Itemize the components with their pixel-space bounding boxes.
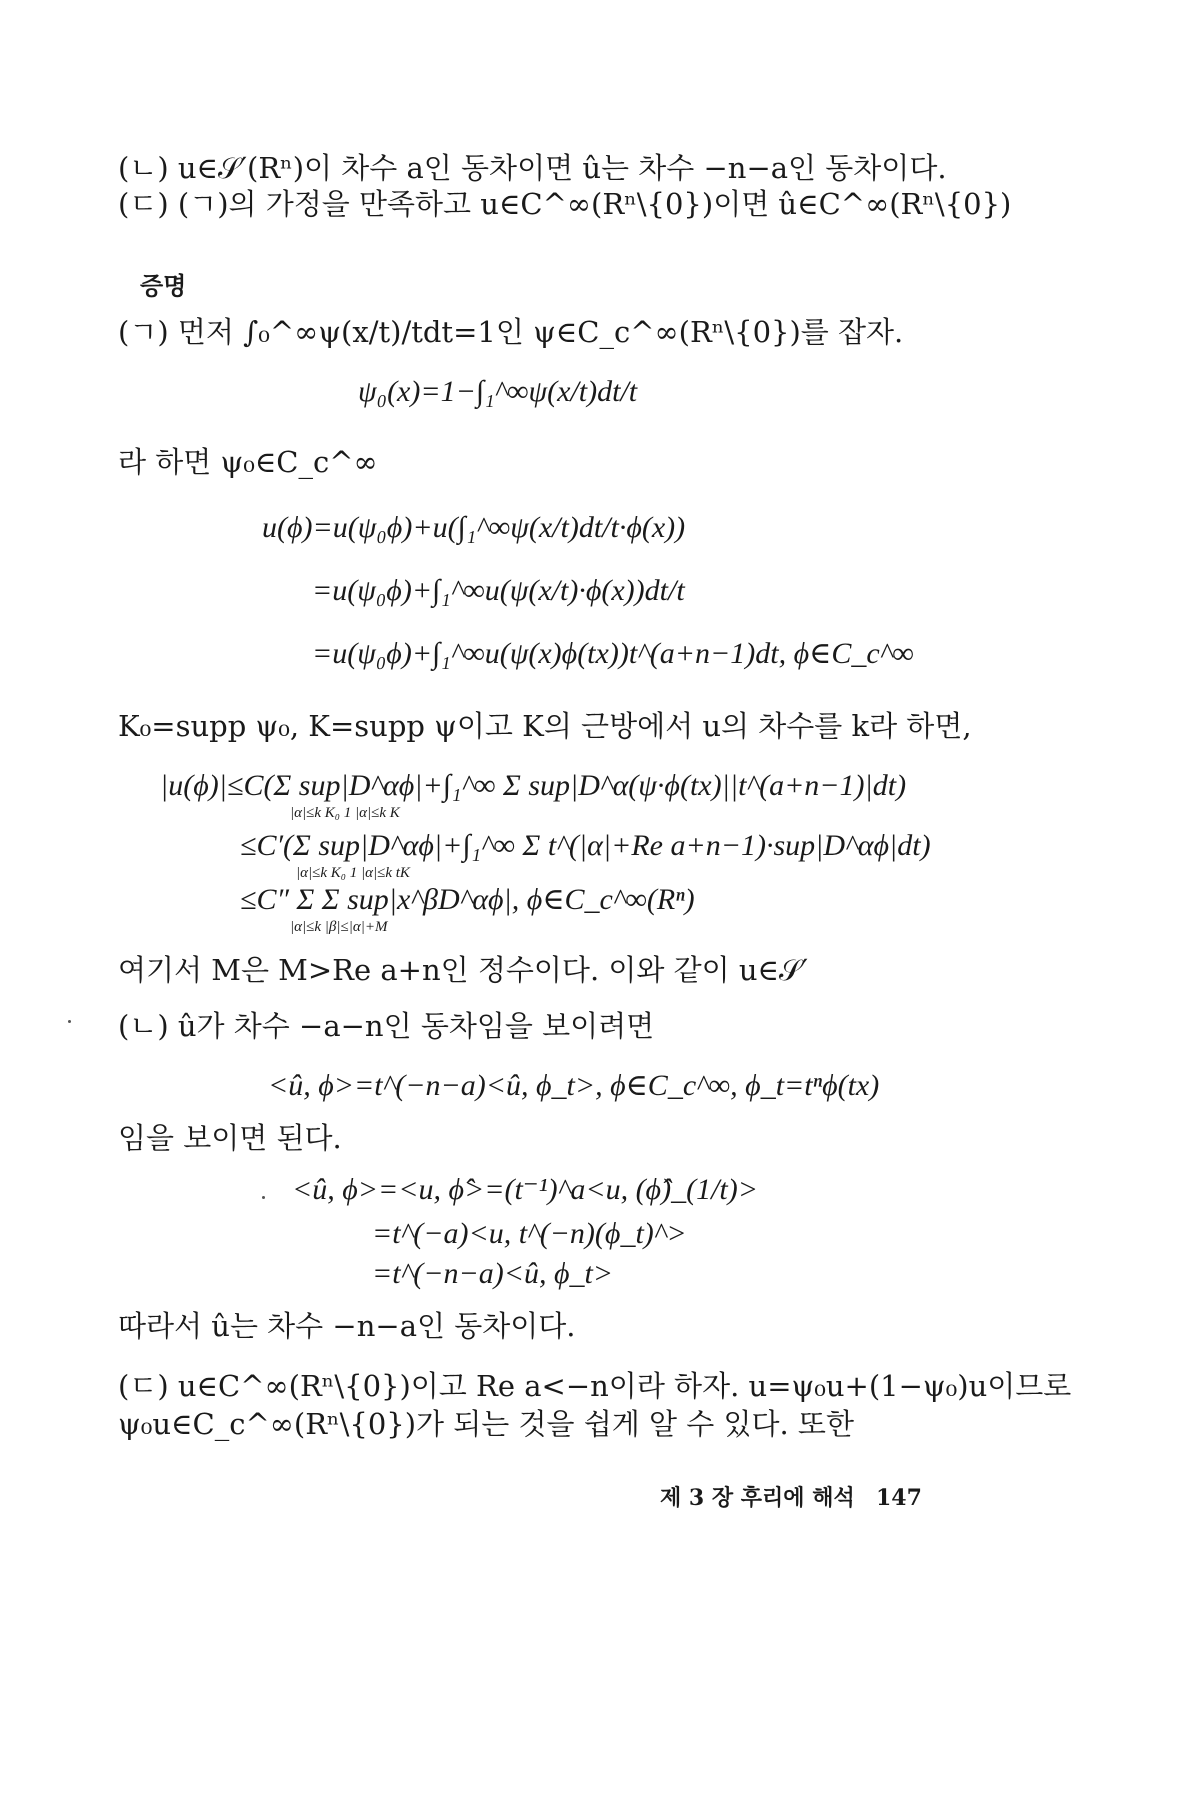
scan-speck: [262, 1196, 265, 1199]
equation-homogeneity-goal: <û, ϕ>=t^(−n−a)<û, ϕ_t>, ϕ∈C_c^∞, ϕ_t=tⁿϕ(tx): [268, 1069, 880, 1102]
inequality-line1: |u(ϕ)|≤C(Σ sup|D^αϕ|+∫₁^∞ Σ sup|D^α(ψ·ϕ(tx)||t^(a+n−1)|dt): [160, 769, 907, 802]
line-suffices: 임을 보이면 된다.: [118, 1121, 342, 1155]
inequality-line3: ≤C″ Σ Σ sup|x^βD^αϕ|, ϕ∈C_c^∞(Rⁿ): [240, 883, 695, 916]
equation-u-phi-line3: =u(ψ₀ϕ)+∫₁^∞u(ψ(x)ϕ(tx))t^(a+n−1)dt, ϕ∈C_c^∞: [312, 637, 914, 670]
line-proof-b-intro: (ㄴ) û가 차수 −a−n인 동차임을 보이려면: [118, 1009, 655, 1043]
equation-u-phi-line1: u(ϕ)=u(ψ₀ϕ)+u(∫₁^∞ψ(x/t)dt/t·ϕ(x)): [262, 511, 686, 544]
footer-chapter-title: 제 3 장 후리에 해석: [660, 1485, 855, 1511]
inequality-line2-subscripts: |α|≤k K₀ 1 |α|≤k tK: [296, 865, 410, 881]
equation-fourier-line1: <û, ϕ>=<u, ϕ̂>=(t⁻¹)^a<u, (ϕ̂)_(1/t)>: [292, 1173, 758, 1206]
equation-u-phi-line2: =u(ψ₀ϕ)+∫₁^∞u(ψ(x/t)·ϕ(x))dt/t: [312, 574, 685, 607]
line-m-integer: 여기서 M은 M>Re a+n인 정수이다. 이와 같이 u∈𝒮′: [118, 953, 809, 987]
equation-fourier-line2: =t^(−a)<u, t^(−n)(ϕ_t)^>: [372, 1217, 687, 1250]
line-proof-a-intro: (ㄱ) 먼저 ∫₀^∞ψ(x/t)/tdt=1인 ψ∈C_c^∞(Rⁿ\{0})를 잡자.: [118, 315, 904, 349]
line-theorem-part-b: (ㄴ) u∈𝒮′(Rⁿ)이 차수 a인 동차이면 û는 차수 −n−a인 동차이다.: [118, 151, 947, 185]
scan-speck: [68, 1020, 71, 1023]
inequality-line1-subscripts: |α|≤k K₀ 1 |α|≤k K: [290, 805, 400, 821]
line-psi0-in-cc: 라 하면 ψ₀∈C_c^∞: [118, 445, 378, 479]
inequality-line2: ≤C′(Σ sup|D^αϕ|+∫₁^∞ Σ t^(|α|+Re a+n−1)·sup|D^αϕ|dt): [240, 829, 931, 862]
inequality-line3-subscripts: |α|≤k |β|≤|α|+M: [290, 919, 388, 935]
line-proof-c-intro: (ㄷ) u∈C^∞(Rⁿ\{0})이고 Re a<−n이라 하자. u=ψ₀u+(1−ψ₀)u이므로: [118, 1369, 1072, 1403]
equation-fourier-line3: =t^(−n−a)<û, ϕ_t>: [372, 1257, 614, 1290]
line-theorem-part-c: (ㄷ) (ㄱ)의 가정을 만족하고 u∈C^∞(Rⁿ\{0})이면 û∈C^∞(Rⁿ\{0}): [118, 187, 1012, 221]
line-conclusion-b: 따라서 û는 차수 −n−a인 동차이다.: [118, 1309, 576, 1343]
proof-heading: 증명: [140, 272, 187, 300]
line-proof-c-continued: ψ₀u∈C_c^∞(Rⁿ\{0})가 되는 것을 쉽게 알 수 있다. 또한: [118, 1407, 854, 1441]
page-number: 147: [876, 1485, 922, 1511]
equation-psi0-definition: ψ₀(x)=1−∫₁^∞ψ(x/t)dt/t: [358, 375, 638, 408]
line-supports-definition: K₀=supp ψ₀, K=supp ψ이고 K의 근방에서 u의 차수를 k라 하면,: [118, 709, 972, 743]
